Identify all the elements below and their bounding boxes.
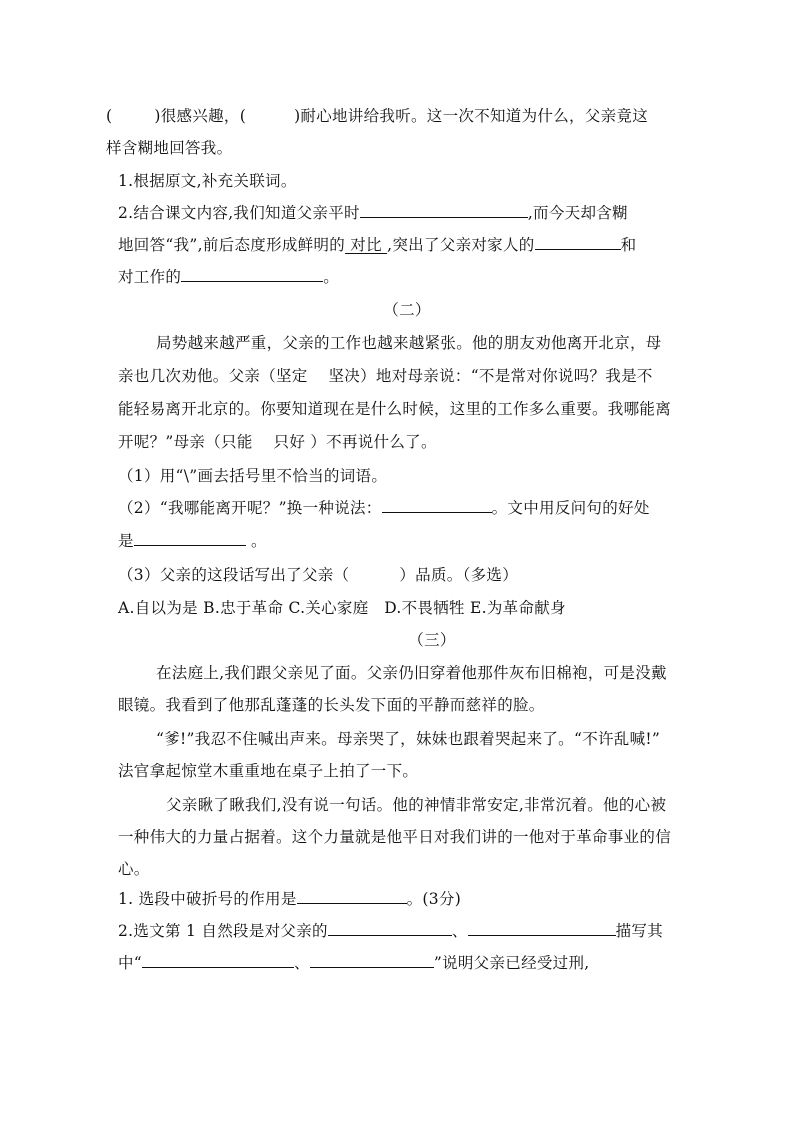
section-heading-2: （二）: [383, 301, 431, 319]
text: 描写其: [615, 922, 664, 940]
question-1-2-line2: [118, 234, 636, 256]
question-3-2-line1: [118, 920, 663, 942]
passage3-line5: 父亲瞅了瞅我们,没有说一句话。他的神情非常安定,非常沉着。他的心被: [166, 796, 667, 814]
answer-blank[interactable]: [134, 531, 246, 546]
answer-blank[interactable]: [142, 953, 294, 968]
text: 是: [118, 532, 134, 550]
text: ,突出了父亲对家人的: [387, 236, 535, 254]
question-2-2-line2: [118, 530, 267, 552]
question-1-2-line1: [118, 202, 628, 224]
question-2-3-options: A.自以为是 B.忠于革命 C.关心家庭 D.不畏牺牲 E.为革命献身: [118, 599, 566, 617]
text: ”说明父亲已经受过刑,: [433, 954, 590, 972]
passage2-line1: 局势越来越严重，父亲的工作也越来越紧张。他的朋友劝他离开北京，母: [156, 334, 662, 352]
passage2-line3: 能轻易离开北京的。你要知道现在是什么时候，这里的工作多么重要。我哪能离: [118, 400, 672, 418]
question-2-2-line1: [118, 497, 650, 519]
passage3-line1: 在法庭上,我们跟父亲见了面。父亲仍旧穿着他那件灰布旧棉袍，可是没戴: [156, 664, 667, 682]
text: 地回答“我”,前后态度形成鲜明的: [118, 236, 346, 254]
text: 2.结合课文内容,我们知道父亲平时: [118, 204, 360, 222]
passage1-line2: 样含糊地回答我。: [106, 139, 233, 157]
text: 中“: [118, 954, 143, 972]
text: （3）父亲的这段话写出了父亲（: [118, 566, 350, 584]
passage3-line7: 心。: [118, 860, 150, 878]
text: 对工作的: [118, 268, 182, 286]
text: 。(3分): [406, 890, 462, 908]
text: 和: [620, 236, 637, 254]
question-3-2-line2: [118, 952, 590, 974]
question-1-1: 1.根据原文,补充关联词。: [118, 172, 297, 190]
passage2-line2: 亲也几次劝他。父亲（坚定 坚决）地对母亲说：“不是常对你说吗？我是不: [118, 367, 653, 385]
text: 2.选文第 1 自然段是对父亲的: [118, 922, 328, 940]
text: )耐心地讲给我听。这一次不知道为什么，父亲竟这: [294, 107, 649, 125]
underlined-answer: 对比: [345, 236, 388, 254]
answer-blank[interactable]: [360, 203, 528, 218]
answer-blank[interactable]: [468, 921, 616, 936]
text: ）品质。（多选）: [399, 566, 519, 584]
passage3-line6: 一种伟大的力量占据着。这个力量就是他平日对我们讲的一他对于革命事业的信: [118, 828, 672, 846]
passage3-line4: 法官拿起惊堂木重重地在桌子上拍了一下。: [118, 762, 419, 780]
question-2-1: （1）用“\”画去括号里不恰当的词语。: [118, 467, 388, 485]
text: 。文中用反问句的好处: [491, 499, 650, 517]
answer-blank[interactable]: [297, 889, 407, 904]
text: ,而今天却含糊: [527, 204, 628, 222]
text: 、: [294, 954, 310, 972]
passage2-line4: 开呢？”母亲（只能 只好 ）不再说什么了。: [118, 433, 437, 451]
question-2-3: [118, 564, 518, 586]
passage3-line3: “爹!”我忍不住喊出声来。母亲哭了，妹妹也跟着哭起来了。“不许乱喊!”: [156, 730, 661, 748]
text: 1. 选段中破折号的作用是: [118, 890, 297, 908]
answer-blank[interactable]: [310, 953, 434, 968]
text: )很感兴趣，(: [154, 107, 247, 125]
text: 。: [323, 268, 340, 286]
text: (: [106, 107, 113, 125]
answer-blank[interactable]: [535, 235, 621, 250]
question-3-1: [118, 888, 461, 910]
text: （2）“我哪能离开呢？”换一种说法：: [118, 499, 382, 517]
answer-blank[interactable]: [382, 498, 492, 513]
section-heading-3: （三）: [408, 631, 456, 649]
passage3-line2: 眼镜。我看到了他那乱蓬蓬的长头发下面的平静而慈祥的脸。: [118, 696, 545, 714]
text: 、: [451, 922, 468, 940]
answer-blank[interactable]: [328, 921, 452, 936]
answer-blank[interactable]: [181, 267, 323, 282]
passage1-line1: [106, 105, 648, 127]
text: 。: [245, 532, 267, 550]
question-1-2-line3: [118, 266, 339, 288]
